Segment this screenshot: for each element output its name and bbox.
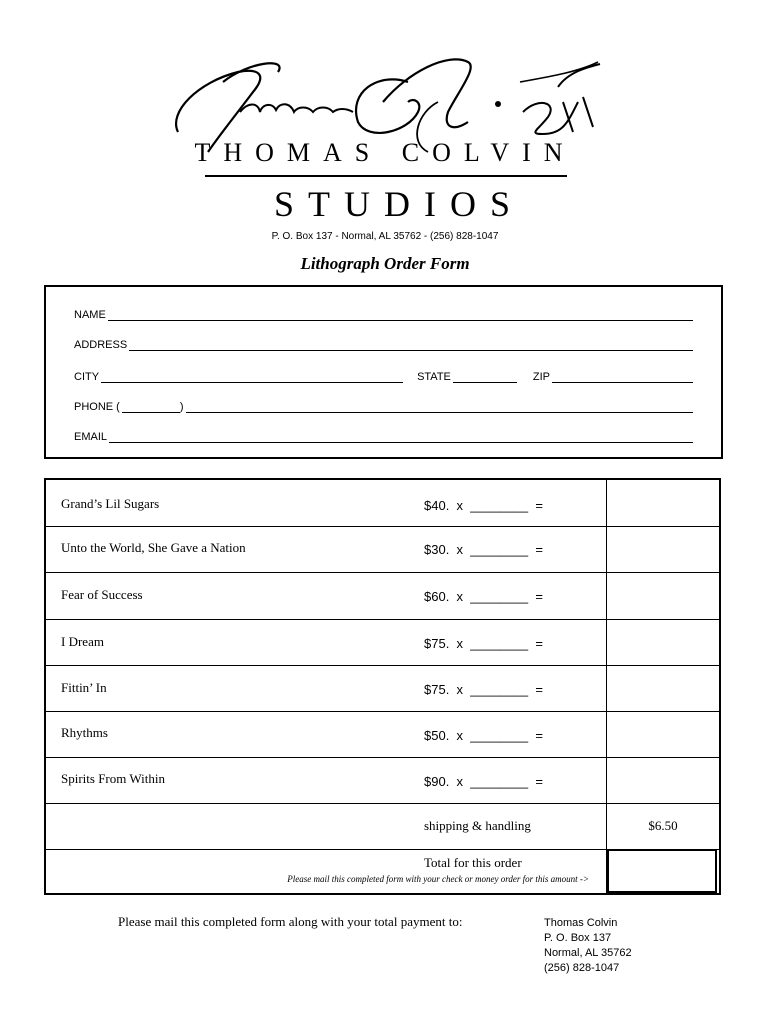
order-row <box>46 711 719 758</box>
item-name: Fear of Success <box>61 587 143 602</box>
total-row <box>46 849 719 893</box>
city-state-zip-row <box>74 367 693 383</box>
total-amount-cell[interactable] <box>607 849 717 893</box>
footer-message: Please mail this completed form along with your total payment to: <box>118 914 463 929</box>
item-price[interactable]: $60. x ________ = <box>424 589 543 604</box>
total-note: Please mail this completed form with your check or money order for this amount -> <box>287 874 589 884</box>
footer-address-line: P. O. Box 137 <box>544 932 612 944</box>
item-name: I Dream <box>61 634 104 649</box>
zip-input-line[interactable] <box>552 370 693 383</box>
phone-area-code-line[interactable] <box>122 400 180 413</box>
address-input-line[interactable] <box>129 338 693 351</box>
order-row <box>46 480 719 527</box>
total-label: Total for this order <box>424 855 522 870</box>
city-input-line[interactable] <box>101 370 403 383</box>
item-price[interactable]: $50. x ________ = <box>424 728 543 743</box>
form-title: Lithograph Order Form <box>300 254 470 273</box>
order-row <box>46 619 719 666</box>
state-label: STATE <box>417 371 451 383</box>
order-row <box>46 757 719 804</box>
footer-address <box>544 916 632 976</box>
shipping-label: shipping & handling <box>424 818 531 833</box>
email-label: EMAIL <box>74 431 108 443</box>
phone-number-line[interactable] <box>186 400 693 413</box>
address-field[interactable] <box>74 335 693 351</box>
order-row <box>46 665 719 712</box>
address-label: ADDRESS <box>74 339 128 351</box>
item-price[interactable]: $75. x ________ = <box>424 682 543 697</box>
email-field[interactable] <box>74 427 693 443</box>
brand-name: THOMAS COLVIN <box>194 138 576 167</box>
item-price[interactable]: $75. x ________ = <box>424 636 543 651</box>
footer-address-line: Thomas Colvin <box>544 917 618 929</box>
item-price[interactable]: $90. x ________ = <box>424 774 543 789</box>
order-row <box>46 572 719 620</box>
phone-field[interactable] <box>74 397 693 413</box>
item-name: Unto the World, She Gave a Nation <box>61 540 246 555</box>
shipping-value: $6.50 <box>648 818 678 833</box>
item-name: Spirits From Within <box>61 771 165 786</box>
order-table <box>44 478 721 895</box>
item-name: Grand’s Lil Sugars <box>61 496 160 511</box>
city-label: CITY <box>74 371 100 383</box>
customer-info-box <box>44 285 723 459</box>
studio-title: STUDIOS <box>273 184 524 224</box>
shipping-row <box>46 803 719 850</box>
item-price[interactable]: $40. x ________ = <box>424 498 543 513</box>
brand-divider <box>205 175 567 177</box>
item-name: Rhythms <box>61 725 108 740</box>
item-price[interactable]: $30. x ________ = <box>424 542 543 557</box>
contact-line: P. O. Box 137 - Normal, AL 35762 - (256) 828-1047 <box>271 231 499 242</box>
phone-close-paren: ) <box>179 401 184 413</box>
footer-address-line: (256) 828-1047 <box>544 962 620 974</box>
order-row <box>46 526 719 573</box>
footer-address-line: Normal, AL 35762 <box>544 947 632 959</box>
name-field[interactable] <box>74 305 693 321</box>
email-input-line[interactable] <box>109 430 693 443</box>
name-input-line[interactable] <box>108 308 693 321</box>
zip-label: ZIP <box>532 371 551 383</box>
phone-label: PHONE ( <box>74 401 120 413</box>
state-input-line[interactable] <box>453 370 517 383</box>
item-name: Fittin’ In <box>61 680 107 695</box>
name-label: NAME <box>74 309 106 321</box>
